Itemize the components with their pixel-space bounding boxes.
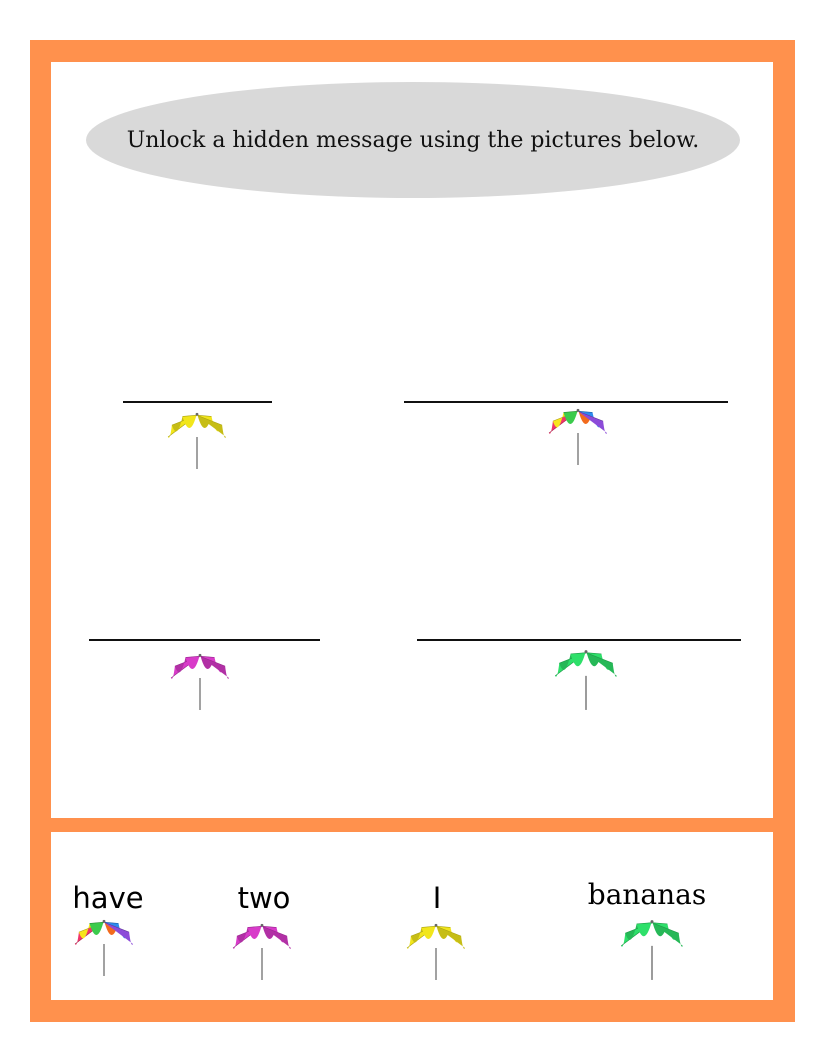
word-have: have bbox=[72, 881, 144, 915]
green-umbrella-icon bbox=[619, 915, 685, 981]
word-two: two bbox=[237, 881, 291, 915]
instruction-banner bbox=[86, 82, 740, 198]
yellow-umbrella-icon bbox=[166, 408, 228, 470]
magenta-umbrella-icon bbox=[231, 919, 293, 981]
yellow-umbrella-icon bbox=[405, 919, 467, 981]
instruction-text: Unlock a hidden message using the pictures below. bbox=[126, 127, 700, 153]
green-umbrella-icon bbox=[553, 645, 619, 711]
answer-blank-2[interactable] bbox=[404, 401, 728, 403]
answer-blank-3[interactable] bbox=[89, 639, 320, 641]
answer-blank-1[interactable] bbox=[123, 401, 272, 403]
magenta-umbrella-icon bbox=[169, 649, 231, 711]
rainbow-umbrella-icon bbox=[547, 404, 609, 466]
word-bananas: bananas bbox=[587, 878, 707, 911]
word-i: I bbox=[432, 881, 442, 915]
answer-blank-4[interactable] bbox=[417, 639, 741, 641]
rainbow-umbrella-icon bbox=[73, 915, 135, 977]
